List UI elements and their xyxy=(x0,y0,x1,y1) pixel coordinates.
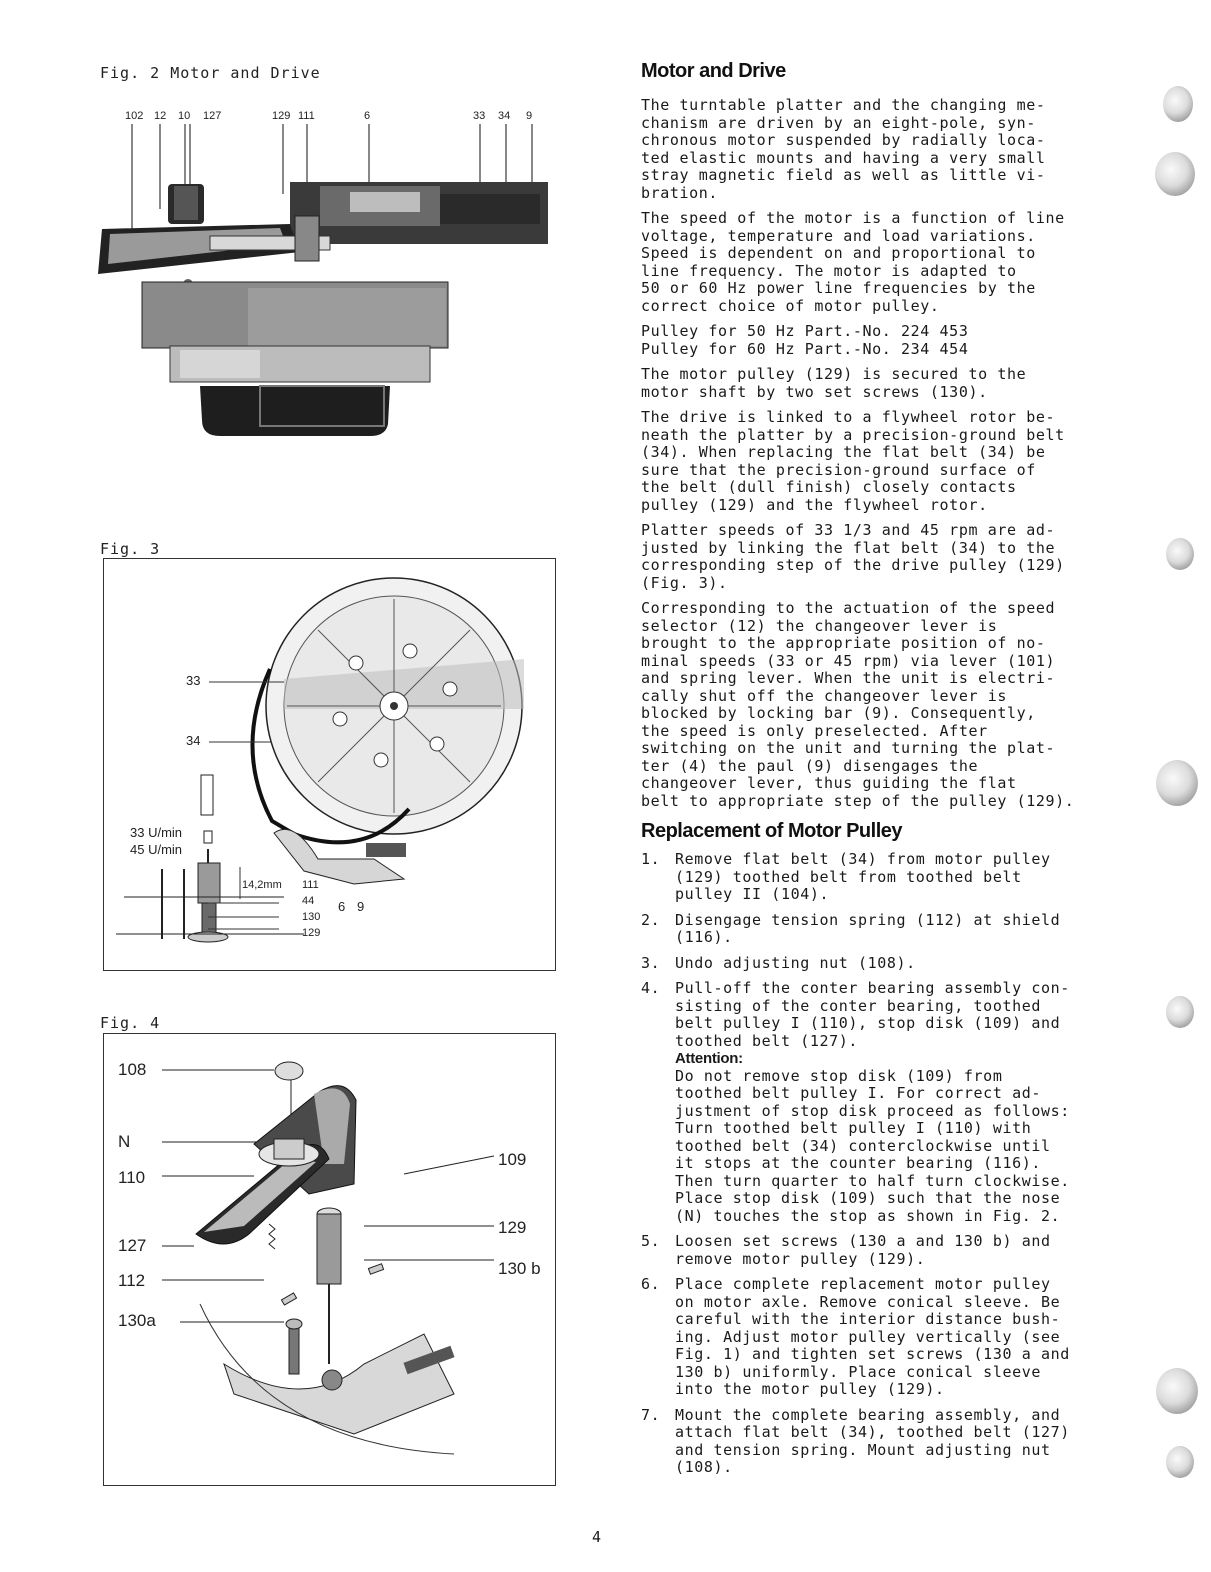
step-text: Disengage tension spring (112) at shield (116). xyxy=(675,910,1061,946)
fig3-caption: Fig. 3 xyxy=(100,540,161,558)
step-number: 3. xyxy=(641,953,661,972)
motor-drive-paragraph: Platter speeds of 33 1/3 and 45 rpm are ad- justed by linking the flat belt (34) to the corresponding step of the drive pulley (129) (Fig. 3). xyxy=(641,521,1065,592)
step-item xyxy=(641,1233,1111,1268)
step-text: Place complete replacement motor pulley on motor axle. Remove conical sleeve. Be careful with the interior distance bush- ing. Adjust motor pulley vertically (see Fig. 1) and tighten set screws (130 a and 130 b) uniformly. Place conical sleeve into the motor pulley (129). xyxy=(675,1275,1070,1398)
fig4-caption: Fig. 4 xyxy=(100,1014,161,1032)
fig2-label-102: 102 xyxy=(125,110,144,122)
attention-label: Attention: xyxy=(675,1050,743,1067)
binder-hole xyxy=(1166,538,1194,570)
fig2-motor-drive-photo xyxy=(90,124,560,444)
motor-drive-paragraph: Pulley for 50 Hz Part.-No. 224 453 Pulley for 60 Hz Part.-No. 234 454 xyxy=(641,322,969,358)
fig3-label-129: 129 xyxy=(302,927,321,939)
section-title-replacement: Replacement of Motor Pulley xyxy=(641,820,902,842)
motor-drive-paragraph: The drive is linked to a flywheel rotor be- neath the platter by a precision-ground belt (34). When replacing the flat belt (34) be sure that the precision-ground surface of the belt (dull finish) closely contacts pulley (129) and the flywheel rotor. xyxy=(641,408,1065,514)
fig3-platter-belt-drawing xyxy=(104,559,555,970)
fig3-label-9: 9 xyxy=(357,899,365,914)
fig3-frame xyxy=(103,558,556,971)
text-column xyxy=(641,60,1111,1485)
fig2-label-127: 127 xyxy=(203,110,222,122)
binder-hole xyxy=(1163,86,1193,122)
fig2-label-111: 111 xyxy=(298,110,315,122)
fig3-label-44: 44 xyxy=(302,895,315,907)
fig3-label-111: 111 xyxy=(302,879,319,891)
binder-hole xyxy=(1166,1446,1194,1478)
fig2-label-129: 129 xyxy=(272,110,291,122)
fig3-label-34: 34 xyxy=(186,733,201,748)
step-number: 2. xyxy=(641,910,661,929)
step-number: 5. xyxy=(641,1232,661,1250)
binder-hole xyxy=(1166,996,1194,1028)
step-text: Remove flat belt (34) from motor pulley (129) toothed belt from toothed belt pulley II (104). xyxy=(675,850,1051,903)
fig4-pulley-assembly-drawing xyxy=(104,1034,555,1485)
fig3-label-14-2mm: 14,2mm xyxy=(242,879,282,891)
page-number: 4 xyxy=(592,1528,602,1546)
step-text: Loosen set screws (130 a and 130 b) and remove motor pulley (129). xyxy=(675,1232,1051,1268)
fig2-label-34: 34 xyxy=(498,110,511,122)
motor-drive-paragraph: The motor pulley (129) is secured to the motor shaft by two set screws (130). xyxy=(641,365,1027,401)
fig2-label-33: 33 xyxy=(473,110,486,122)
step-number: 6. xyxy=(641,1275,661,1293)
fig4-label-112: 112 xyxy=(118,1271,146,1290)
fig2-label-6: 6 xyxy=(364,110,371,122)
attention-text: Do not remove stop disk (109) from toothed belt pulley I. For correct ad- justment of stop disk proceed as follows: Turn toothed belt pulley I (110) with toothed belt (34) conterclockwise until it stops at the counter bearing (116). Then turn quarter to half turn clockwise. Place stop disk (109) such that the nose (N) touches the stop as shown in Fig. 2. xyxy=(675,1066,1070,1225)
fig4-frame xyxy=(103,1033,556,1486)
motor-drive-paragraph: The speed of the motor is a function of line voltage, temperature and load variations. Speed is dependent on and proportional to line frequency. The motor is adapted to 50 or 60 Hz power line frequencies by the correct choice of motor pulley. xyxy=(641,209,1065,315)
step-text: Undo adjusting nut (108). xyxy=(675,953,916,972)
step-item xyxy=(641,980,1111,1225)
step-item xyxy=(641,1407,1111,1477)
motor-drive-paragraph: The turntable platter and the changing me- chanism are driven by an eight-pole, syn- chronous motor suspended by radially loca- ted elastic mounts and having a very small stray magnetic field as well as little vi- bration. xyxy=(641,96,1046,202)
step-item xyxy=(641,955,1111,973)
motor-drive-paragraph: Corresponding to the actuation of the speed selector (12) the changeover lever is brought to the appropriate position of no- minal speeds (33 or 45 rpm) via lever (101) and spring lever. When the unit is electri- cally shut off the changeover lever is blocked by locking bar (9). Consequently, the speed is only preselected. After switching on the unit and turning the plat- ter (4) the paul (9) disengages the changeover lever, thus guiding the flat belt to appropriate step of the pulley (129). xyxy=(641,599,1075,810)
step-item xyxy=(641,1276,1111,1399)
step-item xyxy=(641,851,1111,904)
step-number: 4. xyxy=(641,979,661,997)
fig4-label-129: 129 xyxy=(498,1218,527,1237)
section-title-motor-drive: Motor and Drive xyxy=(641,60,786,82)
binder-hole xyxy=(1156,1368,1198,1414)
step-number: 7. xyxy=(641,1405,661,1424)
fig4-label-130b: 130 b xyxy=(498,1259,541,1278)
fig2-label-9: 9 xyxy=(526,110,533,122)
fig3-label-130: 130 xyxy=(302,911,321,923)
fig2-caption: Fig. 2 Motor and Drive xyxy=(100,64,321,82)
step-number: 1. xyxy=(641,850,661,868)
fig3-label-6: 6 xyxy=(338,899,346,914)
binder-hole xyxy=(1156,760,1198,806)
fig3-label-33: 33 xyxy=(186,673,201,688)
fig4-label-127: 127 xyxy=(118,1236,147,1255)
fig4-label-130a: 130a xyxy=(118,1311,156,1330)
fig3-label-33-umin: 33 U/min xyxy=(130,825,183,840)
fig2-label-12: 12 xyxy=(154,110,167,122)
fig3-label-45-umin: 45 U/min xyxy=(130,842,183,857)
fig2-label-10: 10 xyxy=(178,110,191,122)
step-item xyxy=(641,912,1111,947)
replacement-steps xyxy=(641,851,1111,1477)
fig4-label-N: N xyxy=(118,1132,131,1151)
binder-hole xyxy=(1155,152,1195,196)
fig4-label-110: 110 xyxy=(118,1168,146,1187)
fig4-label-109: 109 xyxy=(498,1150,527,1169)
step-text: Pull-off the conter bearing assembly con- sisting of the conter bearing, toothed belt pulley I (110), stop disk (109) and toothed belt (127). xyxy=(675,979,1070,1050)
step-text: Mount the complete bearing assembly, and attach flat belt (34), toothed belt (127) and tension spring. Mount adjusting nut (108). xyxy=(675,1405,1070,1476)
fig4-label-108: 108 xyxy=(118,1060,147,1079)
